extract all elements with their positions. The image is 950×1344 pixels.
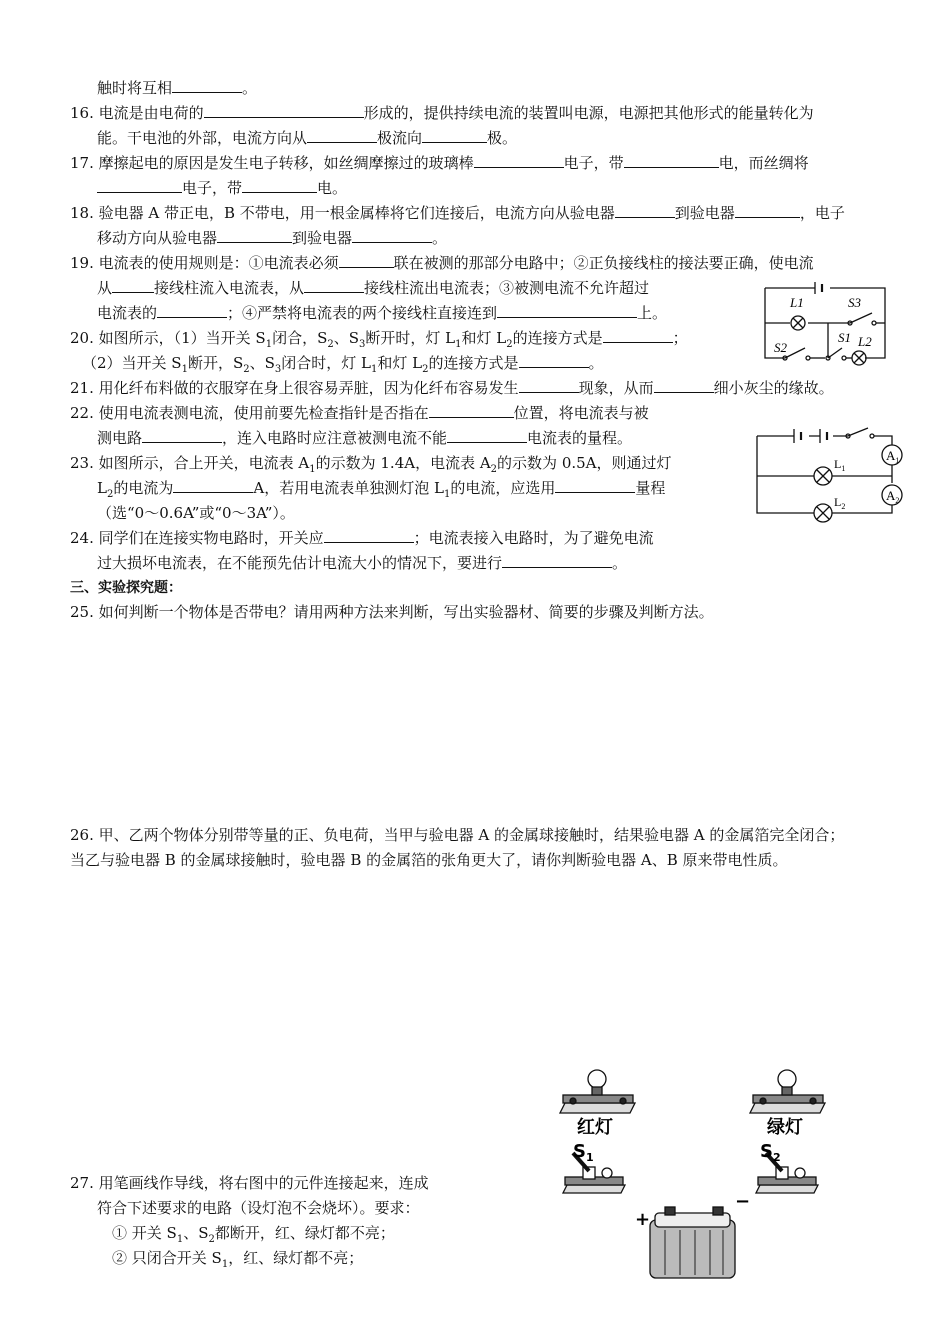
label-l1: L (834, 457, 842, 471)
q25: 25. 如何判断一个物体是否带电？请用两种方法来判断，写出实验器材、简要的步骤及判断方法。 (70, 603, 714, 621)
q19-line2: 从 接线柱流入电流表，从 接线柱流出电流表；③被测电流不允许超过 (97, 279, 650, 297)
blank[interactable] (555, 478, 635, 493)
label-minus: − (735, 1191, 751, 1212)
q24-line1: 24. 同学们在连接实物电路时，开关应 ；电流表接入电路时，为了避免电流 (70, 529, 654, 547)
blank[interactable] (172, 78, 242, 93)
label-a1: A (886, 448, 896, 463)
q21: 21. 用化纤布料做的衣服穿在身上很容易弄脏，因为化纤布容易发生 现象，从而 细小灰尘的缘故。 (70, 379, 834, 397)
blank[interactable] (217, 228, 292, 243)
svg-text:L2: $L_2$ (834, 495, 846, 511)
blank[interactable] (519, 378, 579, 393)
label-s1: S (573, 1141, 586, 1162)
q22-line2: 测电路 ，连入电路时应注意被测电流不能 电流表的量程。 (97, 429, 633, 447)
blank[interactable] (624, 153, 719, 168)
blank[interactable] (502, 553, 612, 568)
blank[interactable] (112, 278, 154, 293)
q27-line1: 27. 用笔画线作导线，将右图中的元件连接起来，连成 (70, 1174, 429, 1192)
q24-line2: 过大损坏电流表，在不能预先估计电流大小的情况下，要进行 。 (97, 554, 628, 572)
circuit-diagram-q23 (752, 418, 910, 530)
blank[interactable] (304, 278, 364, 293)
svg-text:L1: $L_1$ (834, 457, 846, 473)
label-plus: + (635, 1209, 651, 1230)
label-s1: S1 (838, 330, 851, 345)
blank[interactable] (429, 403, 514, 418)
q27-line3: ① 开关 $S_1$、$S_2$都断开，红、绿灯都不亮； (112, 1224, 395, 1245)
q17-line1: 17. 摩擦起电的原因是发生电子转移，如丝绸摩擦过的玻璃棒 电子，带 电，而丝绸将 (70, 154, 809, 172)
q26-line1: 26. 甲、乙两个物体分别带等量的正、负电荷，当甲与验电器 A 的金属球接触时，结果验电器 A 的金属箔完全闭合； (70, 826, 845, 844)
components-figure-q27 (555, 1065, 845, 1285)
blank[interactable] (654, 378, 714, 393)
blank[interactable] (204, 103, 364, 118)
q19-line3: 电流表的 ；④严禁将电流表的两个接线柱直接连到 上。 (97, 304, 668, 322)
blank[interactable] (422, 128, 487, 143)
q23-line1: 23. 如图所示，合上开关，电流表 $A_1$的示数为 1.4A，电流表 $A_2$的示数为 0.5A，则通过灯 (70, 454, 672, 475)
blank[interactable] (307, 128, 377, 143)
blank[interactable] (324, 528, 414, 543)
section-heading-experiments: 三、实验探究题： (70, 580, 182, 596)
label-l2: L2 (858, 334, 872, 349)
blank[interactable] (242, 178, 317, 193)
blank[interactable] (173, 478, 253, 493)
svg-text:A1: $A_1$ (886, 448, 900, 465)
blank[interactable] (142, 428, 222, 443)
label-s2: S2 (774, 340, 787, 355)
svg-text:S2: $S_2$ (760, 1141, 781, 1164)
blank[interactable] (474, 153, 564, 168)
q22-line1: 22. 使用电流表测电流，使用前要先检查指针是否指在 位置，将电流表与被 (70, 404, 649, 422)
blank[interactable] (603, 328, 673, 343)
blank[interactable] (519, 353, 589, 368)
label-red-lamp: 红灯 (577, 1117, 613, 1138)
q20-line1: 20. 如图所示，（1）当开关 $S_1$闭合，$S_2$、$S_3$断开时，灯 $L_1$和灯 $L_2$的连接方式是 ； (70, 329, 688, 350)
q17-line2: 电子，带 电。 (97, 178, 347, 198)
q19-line1: 19. 电流表的使用规则是：①电流表必须 联在被测的那部分电路中；②正负接线柱的接法要正确，使电流 (70, 254, 814, 272)
label-l2: L (834, 495, 842, 509)
label-s3: S3 (848, 295, 861, 310)
q18-line2: 移动方向从验电器 到验电器 。 (97, 229, 448, 247)
blank[interactable] (497, 303, 637, 318)
blank[interactable] (447, 428, 527, 443)
q20-line2: （2）当开关 $S_1$断开，$S_2$、$S_3$闭合时，灯 $L_1$和灯 $L_2$的连接方式是 。 (82, 354, 604, 375)
q27-line2: 符合下述要求的电路（设灯泡不会烧坏）。要求： (97, 1199, 420, 1217)
q18-line1: 18. 验电器 A 带正电，B 不带电，用一根金属棒将它们连接后，电流方向从验电器 到验电器 ，电子 (70, 204, 845, 222)
q16-line2: 能。干电池的外部，电流方向从 极流向 极。 (97, 129, 518, 147)
label-l1: L1 (790, 295, 804, 310)
blank[interactable] (352, 228, 432, 243)
q16-line1: 16. 电流是由电荷的 形成的，提供持续电流的装置叫电源，电源把其他形式的能量转化为 (70, 104, 814, 122)
blank[interactable] (735, 203, 800, 218)
svg-text:S1: $S_1$ (573, 1141, 594, 1164)
q26-line2: 当乙与验电器 B 的金属球接触时，验电器 B 的金属箔的张角更大了，请你判断验电器 A、B 原来带电性质。 (70, 851, 788, 869)
blank[interactable] (339, 253, 394, 268)
blank[interactable] (615, 203, 675, 218)
q23-line2: $L_2$的电流为 A，若用电流表单独测灯泡 $L_1$的电流，应选用 量程 (97, 479, 666, 500)
label-s2: S (760, 1141, 773, 1162)
svg-text:A2: $A_2$ (886, 488, 900, 505)
blank[interactable] (157, 303, 227, 318)
q27-line4: ② 只闭合开关 $S_1$，红、绿灯都不亮； (112, 1249, 364, 1270)
label-a2: A (886, 488, 896, 503)
q23-line3: （选“0～0.6A”或“0～3A”）。 (97, 504, 295, 522)
circuit-diagram-q20 (760, 280, 890, 375)
q15-tail: 触时将互相 。 (97, 79, 258, 97)
blank[interactable] (97, 178, 182, 193)
label-green-lamp: 绿灯 (767, 1117, 803, 1138)
